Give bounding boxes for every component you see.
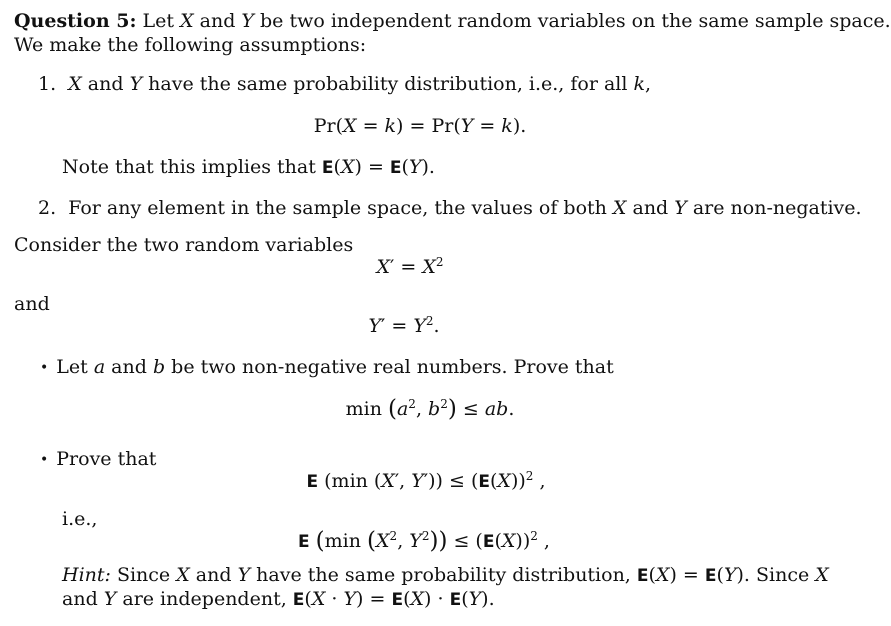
task-2-equation: E (min (X′, $Y')) \le (E(X))^2$ ,: [306, 469, 546, 492]
bullet-icon: •: [40, 360, 49, 376]
bullet-icon: •: [40, 452, 49, 468]
hint-label: Hint:: [62, 564, 111, 586]
assumption-2-number: 2.: [38, 197, 57, 219]
assumption-1: 1. X and Y have the same probability distribution, i.e., for all k,: [38, 73, 652, 95]
consider-text: Consider the two random variables: [14, 234, 354, 256]
question-label: Question 5:: [14, 10, 137, 32]
ie-text: i.e.,: [62, 508, 98, 530]
task-2-equation2: E (min ($X^2$, $Y^2)) \le (E(X))^2$ ,: [298, 528, 550, 554]
consider-eq1: $X' = X^2$: [376, 255, 444, 278]
hint-line1: Hint: Since X and Y have the same probability distribution, E(X) = E(Y). Since X: [62, 564, 829, 586]
assumption-2: 2. For any element in the sample space, the values of both X and Y are non-negative.: [38, 197, 862, 219]
assumption-1-note: Note that this implies that E(X) = E(Y).: [62, 156, 435, 178]
consider-eq2: $Y' = Y^2$.: [368, 314, 440, 337]
assumption-1-equation: Pr(X = k) = Pr(Y = k).: [313, 115, 527, 137]
question-intro-line2: We make the following assumptions:: [14, 34, 367, 56]
task-1-equation: $\min (a^2$, $b^2$) ≤ ab.: [345, 396, 515, 422]
assumption-1-number: 1.: [38, 73, 57, 95]
question-header: Question 5: Let X and Y be two independent random variables on the same sample space.: [14, 10, 891, 32]
task-1: • Let a and b be two non-negative real numbers. Prove that: [40, 356, 614, 378]
task-2-text: Prove that: [56, 448, 157, 470]
and-text: and: [14, 293, 50, 315]
hint-line2: and Y are independent, E(X · Y) = E(X) · E(Y).: [62, 588, 495, 610]
